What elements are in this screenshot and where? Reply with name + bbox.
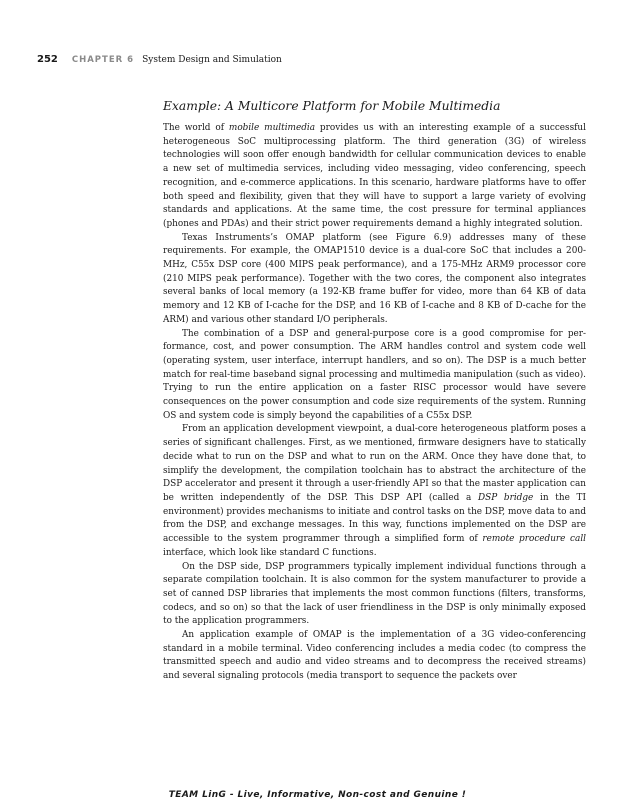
paragraph <box>163 423 586 560</box>
text-run: The combination of a DSP and general-purpose core is a good compromise for performance, cost, and power consumption. The ARM handles control and system code well (operating system, user interface, interrupt handlers, and so on). The DSP is a much better match for real-time baseband signal processing and multimedia manipulation (such as video). Trying to run the entire application on a faster RISC processor would have severe consequences on the power consumption and code size requirements of the system. Running OS and system code is simply beyond the capabilities of a C55x DSP. <box>163 328 586 421</box>
paragraph <box>163 629 586 684</box>
page-footer: TEAM LinG - Live, Informative, Non-cost and Genuine ! <box>168 790 467 800</box>
italic-term: DSP bridge <box>478 492 534 503</box>
body-text <box>163 99 586 684</box>
text-run: provides us with an interesting example of a successful heterogeneous SoC multiprocessing platform. The third generation (3G) of wireless technologies will soon offer enough bandwidth for cellular communication devices to enable a new set of multimedia services, including video messaging, video conferencing, speech recognition, and e-commerce applications. In this scenario, hardware platforms have to offer both speed and flexibility, given that they will have to support a large variety of evolving standards and applications. At the same time, the cost pressure for terminal appliances (phones and PDAs) and their strict power requirements demand a highly integrated solution. <box>163 123 586 229</box>
text-run: From an application development viewpoint, a dual-core heterogeneous platform poses a series of significant challenges. First, as we mentioned, firmware designers have to statically decide what to run on the DSP and what to run on the ARM. Once they have done that, to simplify the development, the compilation toolchain has to abstract the architecture of the DSP accelerator and present it through a user-friendly API so that the master application can be written independently of the DSP. This DSP API (called a <box>163 424 586 503</box>
page-number: 252 <box>37 54 58 65</box>
text-run: An application example of OMAP is the implementation of a 3G video-conferencing standard in a mobile terminal. Video conferencing includes a media codec (to compress the transmitted speech and audio and video streams and to decompress the received streams) and several signaling protocols (media transport to sequence the packets over <box>163 630 586 682</box>
italic-term: mobile multimedia <box>228 123 316 133</box>
italic-term: remote procedure call <box>482 534 586 545</box>
section-title: System Design and Simulation <box>142 55 282 65</box>
text-run: interface, which look like standard C functions. <box>163 547 377 558</box>
text-run: On the DSP side, DSP programmers typically implement individual functions through a separate compilation toolchain. It is also common for the system manufacturer to provide a set of canned DSP libraries that implements the most common functions (filters, transforms, codecs, and so on) so that the lack of user friendliness in the DSP is only minimally exposed to the application programmers. <box>163 561 586 627</box>
chapter-label: CHAPTER 6 <box>71 55 135 65</box>
paragraph <box>163 232 586 328</box>
text-run: Texas Instruments’s OMAP platform (see Figure 6.9) addresses many of these requirements. For example, the OMAP1510 device is a dual-core SoC that includes a 200-MHz, C55x DSP core (400 MIPS peak performance), and a 175-MHz ARM9 processor core (210 MIPS peak performance). Together with the two cores, the component also integrates several banks of local memory (a 192-KB frame buffer for video, more than 64 KB of data memory and 12 KB of I-cache for the DSP, and 16 KB of I-cache and 8 KB of D-cache for the ARM) and various other standard I/O peripherals. <box>163 232 586 325</box>
paragraph <box>163 328 586 424</box>
example-title: Example: A Multicore Platform for Mobile Multimedia <box>163 99 501 113</box>
text-run: in the TI environment) provides mechanisms to initiate and control tasks on the DSP, move data to and from the DSP, and exchange messages. In this way, functions implemented on the DSP are accessible to the system programmer through a simplified form of <box>163 492 586 545</box>
paragraph-list <box>163 122 586 684</box>
running-header <box>37 54 597 66</box>
text-run: The world of <box>163 123 229 133</box>
paragraph <box>163 561 586 630</box>
paragraph <box>163 122 586 232</box>
